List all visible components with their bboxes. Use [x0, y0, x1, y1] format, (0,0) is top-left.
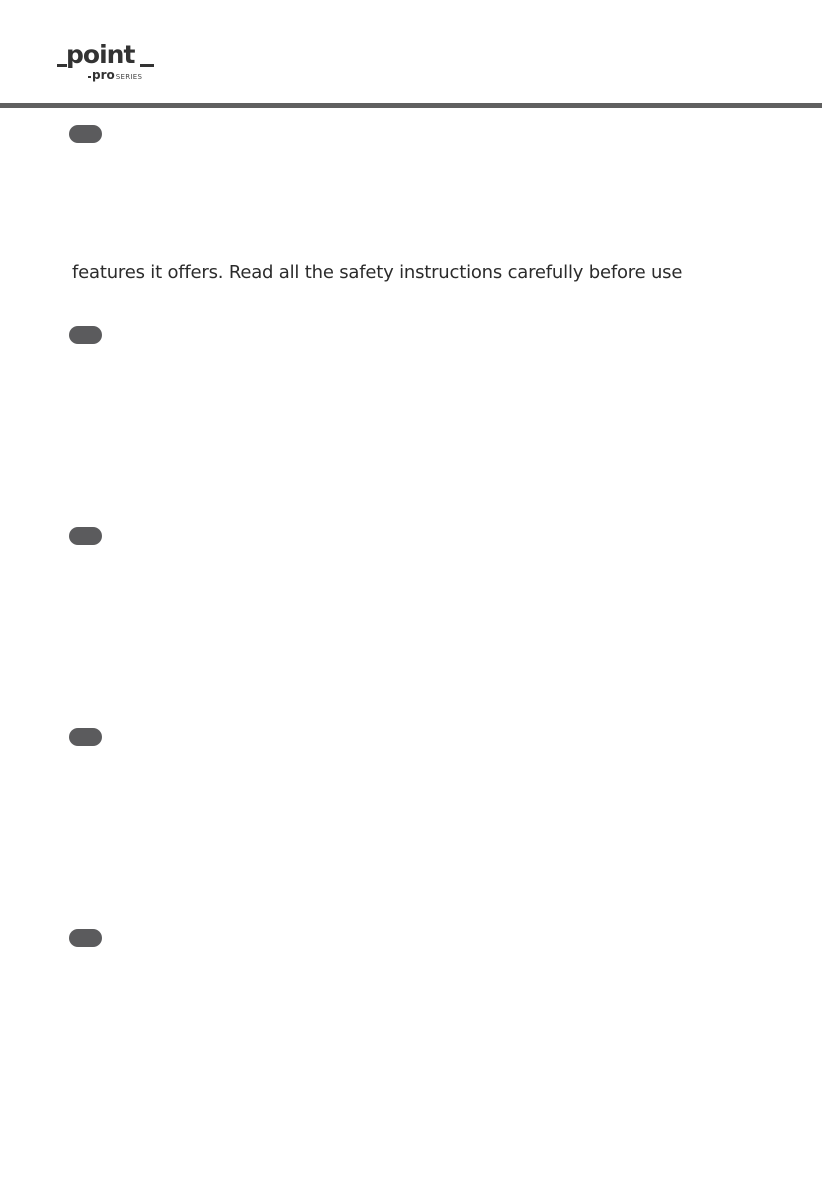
logo-sub-pro: pro [92, 68, 115, 82]
logo-sub-dot [88, 76, 91, 78]
header-rule [0, 103, 822, 108]
section-marker-5 [69, 929, 102, 947]
logo-sub-series: SERIES [115, 73, 143, 81]
section-marker-1 [69, 125, 102, 143]
logo-subline [88, 67, 142, 84]
section-marker-3 [69, 527, 102, 545]
section-marker-2 [69, 326, 102, 344]
section-marker-4 [69, 728, 102, 746]
intro-text: features it offers. Read all the safety instructions carefully before use [72, 262, 683, 283]
logo-wordmark: point [66, 40, 135, 69]
brand-logo [57, 40, 162, 86]
